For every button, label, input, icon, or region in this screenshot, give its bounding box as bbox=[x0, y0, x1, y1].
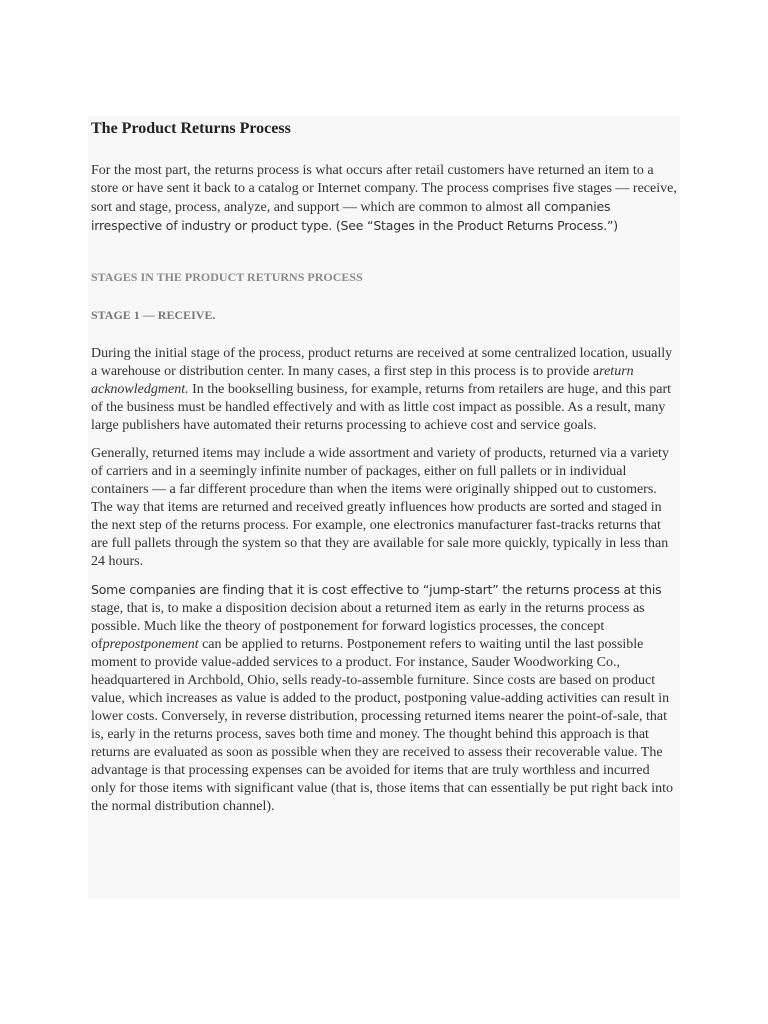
paragraph-1-italic-term: return acknowledgment. bbox=[91, 364, 634, 397]
paragraph-3-italic-term: prepostponement bbox=[102, 637, 199, 652]
paragraph-1-text-end: In the bookselling business, for example, returns from retailers are huge, and this part of the business must be handled effectively and with as little cost impact as possible. As a result, many large publishers have automated their returns processing to achieve cost and service goals. bbox=[91, 382, 672, 433]
paragraph-3-first-line: Some companies are finding that it is cost effective to “jump-start” the returns process at this bbox=[91, 582, 662, 597]
intro-text: For the most part, the returns process is what occurs after retail customers have returned an item to a store or have sent it back to a catalog or Internet company. The process comprises five stages — receive, sort and stage, process, analyze, and support — which are common to almost bbox=[91, 163, 677, 215]
body-paragraph-2: Generally, returned items may include a wide assortment and variety of products, returned via a variety of carriers and in a seemingly infinite number of packages, either on full pallets or in individual containers — a far different procedure than when the items were originally shipped out to customers. The way that items are returned and received greatly influences how products are sorted and staged in the next step of the returns process. For example, one electronics manufacturer fast-tracks returns that are full pallets through the system so that they are available for sale more quickly, typically in less than 24 hours. bbox=[91, 446, 669, 569]
intro-paragraph bbox=[91, 162, 678, 236]
stage-heading: STAGE 1 — RECEIVE. bbox=[91, 308, 216, 322]
paragraph-3-text-end: can be applied to returns. Postponement refers to waiting until the last possible moment to provide value-added services to a product. For instance, Sauder Woodworking Co., headquartered in Archbold, Ohio, sells ready-to-assemble furniture. Since costs are based on product value, which increases as value is added to the product, postponing value-adding activities can result in lower costs. Conversely, in reverse distribution, processing returned items nearer the point-of-sale, that is, early in the returns process, saves both time and money. The thought behind this approach is that returns are evaluated as soon as possible when they are received to assess their recoverable value. The advantage is that processing expenses can be avoided for items that are truly worthless and incurred only for those items with significant value (that is, those items that can essentially be put right back into the normal distribution channel). bbox=[91, 637, 674, 814]
paragraph-3-text-start: stage, that is, to make a disposition decision about a returned item as early in the returns process as possible. Much like the theory of postponement for forward logistics processes, the concept of bbox=[91, 601, 645, 652]
document-title: The Product Returns Process bbox=[91, 120, 291, 137]
body-paragraph-3 bbox=[91, 581, 678, 816]
paragraph-1-text-start: During the initial stage of the process, product returns are received at some centralized location, usually a warehouse or distribution center. In many cases, a first step in this process is to provide a bbox=[91, 346, 673, 379]
section-heading: STAGES IN THE PRODUCT RETURNS PROCESS bbox=[91, 270, 363, 284]
intro-text-continued: all companies irrespective of industry or product type. (See “Stages in the Product Returns Process.”) bbox=[91, 199, 618, 233]
body-paragraph-1 bbox=[91, 345, 678, 435]
document-page bbox=[88, 116, 680, 899]
